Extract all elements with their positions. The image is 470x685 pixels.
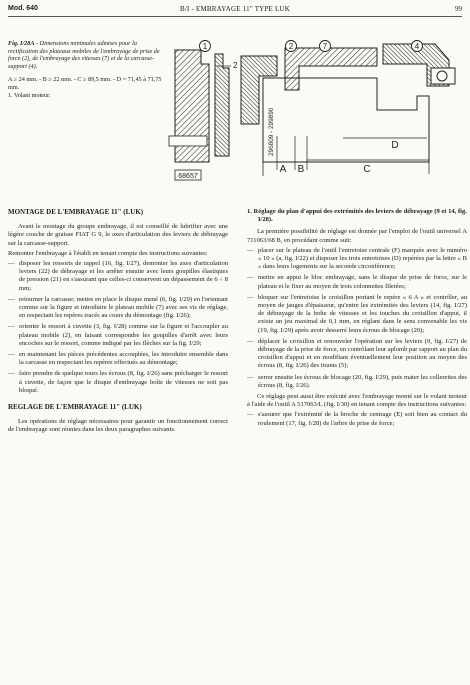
- model-label: Mod. 640: [8, 5, 38, 12]
- figure-legend: 1. Volant moteur.: [8, 91, 51, 99]
- figure-caption-text: - Dimensions minimales admises pour la rectification des plateaux mobiles de l'embrayage de prise de force (2), de l'embrayage des vitesses (7) et de la carcasse-support (4).: [8, 40, 160, 70]
- dim-d-label: D: [391, 140, 399, 151]
- page-number: 99: [455, 5, 462, 13]
- paragraph-instructions: Remonter l'embrayage à l'établi en tenant compte des instructions suivantes:: [8, 249, 208, 257]
- figure-dimensions: A ≥ 24 mm. - B ≥ 22 mm. - C ≥ 89,5 mm. - D = 71,45 à 71,75 mm.: [8, 76, 162, 91]
- callout-7: 7: [322, 42, 328, 51]
- right-column: [247, 208, 467, 431]
- section-title-montage: MONTAGE DE L'EMBRAYAGE 11" (LUK): [8, 208, 144, 216]
- list-item: — placer sur le plateau de l'outil l'entretoise centrale (F) marquée avec le numéro « 10 » (a, fig. I/22) et disposer les trois entretoises (D) repérées par la lettre « B » dans leurs logements sur la seconde circonférence;: [247, 247, 467, 272]
- dim-small-label: 2: [233, 61, 238, 70]
- list-item: — mettre en appui le bloc embrayage, sans le disque de prise de force, sur le plateau et le fixer au moyen de trois colonnettes filetées;: [247, 274, 467, 290]
- clutch-section-drawing: [167, 38, 464, 184]
- list-item: — orienter le ressort à cuvette (3, fig. I/28) comme sur la figure et l'accoupler au plateau mobile (2), en faisant correspondre les goupilles d'arrêt avec leurs encoches sur le ressort, comme indiqué par les flèches sur la fig. I/29;: [8, 323, 228, 348]
- section-title-reglage: REGLAGE DE L'EMBRAYAGE 11" (LUK): [8, 403, 142, 412]
- figure-caption: [8, 40, 163, 99]
- left-column: [8, 208, 228, 437]
- page-header: [8, 2, 462, 14]
- chapter-title: B/I - EMBRAYAGE 11" TYPE LUK: [180, 5, 290, 13]
- paragraph-tool: La première possibilité de réglage est donnée par l'emploi de l'outil universel A 711063/68 B, en procédant comme suit:: [247, 228, 467, 244]
- paragraph-reglage: Les opérations de réglage nécessaires pour garantir un fonctionnement correct de l'embrayage sont réunies dans les deux paragraphes suivants.: [8, 418, 228, 434]
- callout-1: 1: [202, 42, 208, 51]
- list-item: — disposer les ressorts de rappel (16, fig. I/27), demonter les axes d'articulation leviers (22) de débrayage et les arrêter ensuite avec leurs goupilles élastiques de pression (21) en s'assurant que celles-ci conservent un dépassement de 6 ÷ 8 mm;: [8, 260, 228, 293]
- list-item: — en maintenant les pièces précédentes accouplées, les introduire ensemble dans la carcasse en respectant les repères effectués au démontage;: [8, 351, 228, 367]
- callout-2: 2: [288, 42, 294, 51]
- dim-b-label: B: [297, 164, 305, 175]
- list-item: — faire prendre de quelque tours les écrous (8, fig. I/26) sans précharger le ressort à cuvette, de façon que le disque d'embrayage boîte de vitesses ne soit pas bloqué.: [8, 370, 228, 395]
- figure-label: Fig. I/28A: [8, 40, 35, 47]
- header-rule: [8, 16, 462, 17]
- paragraph-alternative: Ce réglage peut aussi être exécuté avec l'embrayage monté sur le volant moteur à l'aide de l'outil A 517063/L (fig. I/30) en tenant compte des instructions suivantes:: [247, 393, 467, 409]
- dim-a-label: A: [279, 164, 287, 175]
- callout-4: 4: [414, 42, 420, 51]
- dim-c-label: C: [363, 164, 371, 175]
- list-item: — serrer ensuite les écrous de blocage (20, fig. I/29), puis mater les collerettes des écrous (8, fig. I/26).: [247, 374, 467, 390]
- list-item: — déplacer le croisillon et renouveler l'opération sur les leviers (9, fig. I/27) de débrayage de la prise de force, en contrôlant leur aplomb par rapport au plan du croisillon d'appui et en modifiant éventuellement leur position au moyen des écrous (8, fig. I/26) des tirants (5);: [247, 338, 467, 371]
- list-item: — bloquer sur l'entretoise le croisillon portant le repère « 6 A » et contrôler, au moyen de jauges d'épaisseur, qu'entre les extrémités des leviers (14, fig. I/27) de débrayage de la boîte de vitesses et les touches du croisillon d'appui, il existe un jeu maximal de 0,1 mm, en réglant dans le sens convenable les vis (19, fig. I/29) après avoir desserré leurs écrous de blocage (20);: [247, 294, 467, 335]
- list-item: — s'assurer que l'extrémité de la broche de centrage (E) soit bien au contact du roulement (17, fig. I/28) de l'arbre de prise de force;: [247, 411, 467, 427]
- subsection-title: 1. Réglage du plan d'appui des extrémités des leviers de débrayage (9 et 14, fig. I/28).: [247, 208, 467, 224]
- paragraph-intro: Avant le montage du groupe embrayage, il est conseillé de lubrifier avec une légère couche de graisse FIAT G 9, le axes d'articulation des leviers de débrayage sur la carcasse-support.: [8, 223, 228, 247]
- figure-code-label: 68657: [178, 173, 198, 180]
- part-number-label: 296809 - 299890: [268, 107, 275, 156]
- list-item: — retourner la carcasse; mettre en place le disque mené (6, fig. I/29) en l'orientant comme sur la figure et introduire le plateau mobile (7) avec ses vis de réglage, en respectant les repères tracés au cours du démontage (fig. I/26);: [8, 296, 228, 321]
